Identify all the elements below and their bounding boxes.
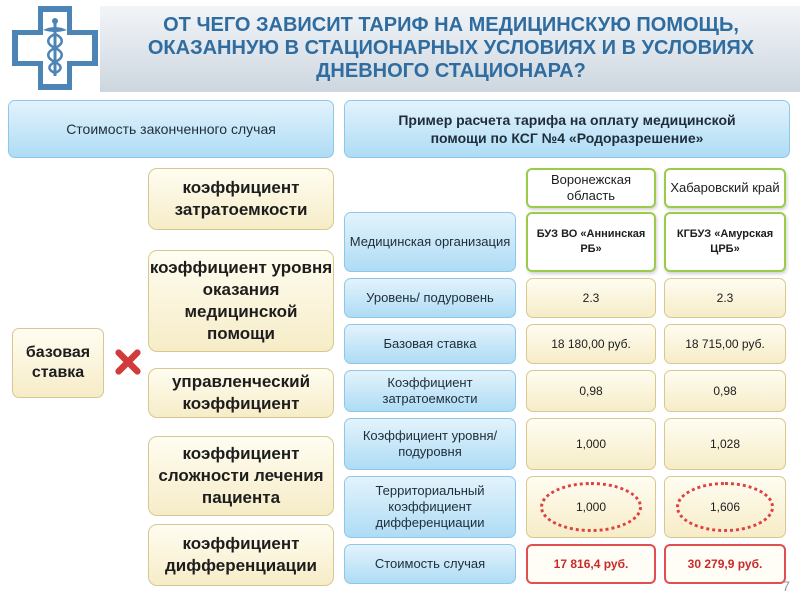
coefficient-cost-intensity: коэффициент затратоемкости bbox=[148, 168, 334, 230]
row-label-organization: Медицинская организация bbox=[344, 212, 516, 272]
value-khabarovsk-level: 2.3 bbox=[664, 278, 786, 318]
highlight-dots-voronezh bbox=[540, 482, 642, 532]
medical-cross-caduceus-icon bbox=[10, 4, 100, 92]
coefficient-treatment-complexity: коэффициент сложности лечения пациента bbox=[148, 436, 334, 516]
coefficient-managerial: управленческий коэффициент bbox=[148, 368, 334, 418]
coefficient-care-level: коэффициент уровня оказания медицинской помощи bbox=[148, 250, 334, 352]
value-khabarovsk-territorial-coefficient: 1,606 bbox=[664, 476, 786, 538]
highlight-dots-khabarovsk bbox=[676, 482, 774, 532]
value-voronezh-level-coefficient: 1,000 bbox=[526, 418, 656, 470]
value-khabarovsk-base-rate: 18 715,00 руб. bbox=[664, 324, 786, 364]
row-label-case-cost: Стоимость случая bbox=[344, 544, 516, 584]
base-rate-label: базовая ставка bbox=[25, 344, 91, 381]
value-khabarovsk-case-cost: 30 279,9 руб. bbox=[664, 544, 786, 584]
row-label-base-rate: Базовая ставка bbox=[344, 324, 516, 364]
value-khabarovsk-organization: КГБУЗ «Амурская ЦРБ» bbox=[664, 212, 786, 272]
base-rate-box bbox=[12, 328, 104, 398]
page-number: 7 bbox=[782, 578, 790, 594]
page-title: ОТ ЧЕГО ЗАВИСИТ ТАРИФ НА МЕДИЦИНСКУЮ ПОМОЩЬ, ОКАЗАННУЮ В СТАЦИОНАРНЫХ УСЛОВИЯХ И В УСЛОВИЯХ ДНЕВНОГО СТАЦИОНАРА? bbox=[147, 14, 755, 82]
case-cost-label: Стоимость законченного случая bbox=[66, 121, 276, 137]
value-voronezh-case-cost: 17 816,4 руб. bbox=[526, 544, 656, 584]
value-khabarovsk-level-coefficient: 1,028 bbox=[664, 418, 786, 470]
value-voronezh-base-rate: 18 180,00 руб. bbox=[526, 324, 656, 364]
multiply-cross-icon bbox=[114, 348, 142, 376]
case-cost-box bbox=[8, 100, 334, 158]
value-voronezh-territorial-coefficient: 1,000 bbox=[526, 476, 656, 538]
value-khabarovsk-cost-intensity: 0,98 bbox=[664, 370, 786, 412]
example-title-box bbox=[344, 100, 790, 158]
value-voronezh-level: 2.3 bbox=[526, 278, 656, 318]
row-label-territorial-coefficient: Территориальный коэффициент дифференциации bbox=[344, 476, 516, 538]
example-title: Пример расчета тарифа на оплату медицинской помощи по КСГ №4 «Родоразрешение» bbox=[398, 112, 736, 146]
value-voronezh-cost-intensity: 0,98 bbox=[526, 370, 656, 412]
region-header-voronezh: Воронежская область bbox=[526, 168, 656, 208]
row-label-cost-intensity: Коэффициент затратоемкости bbox=[344, 370, 516, 412]
value-voronezh-organization: БУЗ ВО «Аннинская РБ» bbox=[526, 212, 656, 272]
row-label-level-coefficient: Коэффициент уровня/ подуровня bbox=[344, 418, 516, 470]
region-header-khabarovsk: Хабаровский край bbox=[664, 168, 786, 208]
coefficient-differentiation: коэффициент дифференциации bbox=[148, 524, 334, 586]
row-label-level: Уровень/ подуровень bbox=[344, 278, 516, 318]
